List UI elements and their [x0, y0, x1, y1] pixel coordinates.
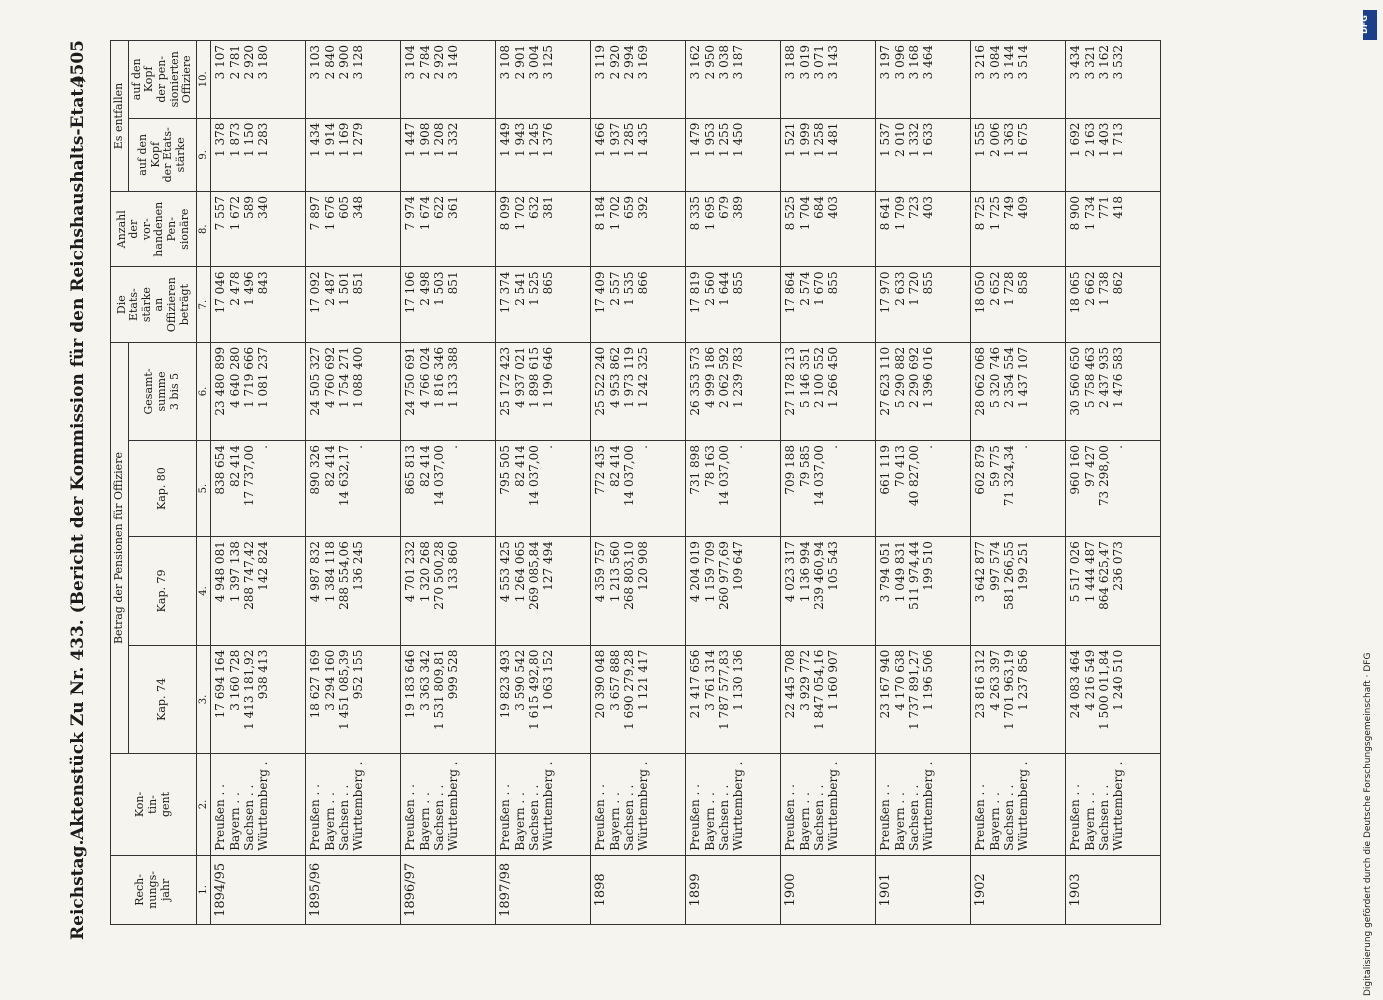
cell-anzahl: 7 974 1 674 622 361 — [401, 191, 496, 266]
header-kap80: Kap. 80 — [128, 441, 196, 537]
cell-year: 1901 — [876, 855, 971, 924]
cell-kap80: 865 813 82 414 14 037,00 . — [401, 441, 496, 537]
cell-anzahl: 8 184 1 702 659 392 — [591, 191, 686, 266]
cell-year: 1894/95 — [211, 855, 306, 924]
cell-gesamtsumme: 23 480 899 4 640 280 1 719 666 1 081 237 — [211, 342, 306, 440]
table-row — [496, 41, 591, 925]
cell-kopf-pensionierte: 3 162 2 950 3 038 3 187 — [686, 41, 781, 119]
cell-year: 1898 — [591, 855, 686, 924]
cell-kap79: 3 642 877 997 574 581 266,55 199 251 — [971, 537, 1066, 646]
cell-kopf-etat: 1 447 1 908 1 208 1 332 — [401, 118, 496, 191]
column-number: 10. — [196, 41, 211, 119]
cell-gesamtsumme: 27 623 110 5 290 882 2 290 692 1 396 016 — [876, 342, 971, 440]
running-head-title: Aktenstück Zu Nr. 433. (Bericht der Kommission für den Reichshaushalts-Etat.) — [68, 74, 88, 840]
header-kontingent: Kon- tin- gent — [111, 754, 197, 856]
cell-kap80: 838 654 82 414 17 737,00 . — [211, 441, 306, 537]
column-number: 4. — [196, 537, 211, 646]
cell-gesamtsumme: 25 522 240 4 953 862 1 973 119 1 242 325 — [591, 342, 686, 440]
table-row — [591, 41, 686, 925]
cell-kopf-pensionierte: 3 108 2 901 3 004 3 125 — [496, 41, 591, 119]
dfg-sidebar — [1359, 6, 1377, 996]
table-row — [971, 41, 1066, 925]
column-number: 8. — [196, 191, 211, 266]
cell-anzahl: 8 900 1 734 771 418 — [1066, 191, 1161, 266]
cell-anzahl: 8 641 1 709 723 403 — [876, 191, 971, 266]
header-etatsstaerke: Die Etats- stärke an Offizieren beträgt — [111, 267, 197, 342]
cell-gesamtsumme: 26 353 573 4 999 186 2 062 592 1 239 783 — [686, 342, 781, 440]
cell-anzahl: 8 099 1 702 632 381 — [496, 191, 591, 266]
column-number: 2. — [196, 754, 211, 856]
table-row — [781, 41, 876, 925]
cell-year: 1903 — [1066, 855, 1161, 924]
cell-kontingent: Preußen . . Bayern . . Sachsen . . Württemberg . — [1066, 754, 1161, 856]
cell-kap74: 24 083 464 4 216 549 1 500 011,84 1 240 510 — [1066, 645, 1161, 754]
cell-kontingent: Preußen . . Bayern . . Sachsen . . Württemberg . — [781, 754, 876, 856]
column-number: 6. — [196, 342, 211, 440]
header-group-pensions: Betrag der Pensionen für Offiziere — [111, 342, 129, 753]
pension-table-body — [211, 41, 1161, 925]
cell-year: 1902 — [971, 855, 1066, 924]
cell-gesamtsumme: 25 172 423 4 937 021 1 898 615 1 190 646 — [496, 342, 591, 440]
cell-kap80: 772 435 82 414 14 037,00 . — [591, 441, 686, 537]
cell-kap74: 22 445 708 3 929 772 1 847 054,16 1 160 907 — [781, 645, 876, 754]
cell-year: 1896/97 — [401, 855, 496, 924]
cell-gesamtsumme: 24 750 691 4 766 024 1 816 346 1 133 388 — [401, 342, 496, 440]
cell-kap79: 4 701 232 1 320 268 270 500,28 133 860 — [401, 537, 496, 646]
cell-kopf-etat: 1 521 1 999 1 258 1 481 — [781, 118, 876, 191]
cell-kontingent: Preußen . . Bayern . . Sachsen . . Württemberg . — [591, 754, 686, 856]
header-rechnungsjahr: Rech- nungs- jahr — [111, 855, 197, 924]
cell-kopf-etat: 1 434 1 914 1 169 1 279 — [306, 118, 401, 191]
cell-kap79: 3 794 051 1 049 831 511 974,44 199 510 — [876, 537, 971, 646]
column-number: 5. — [196, 441, 211, 537]
cell-kopf-etat: 1 537 2 010 1 332 1 633 — [876, 118, 971, 191]
cell-kap80: 602 879 59 775 71 324,34 . — [971, 441, 1066, 537]
cell-kap74: 17 694 164 3 160 728 1 413 181,92 938 413 — [211, 645, 306, 754]
cell-kap79: 4 987 832 1 384 118 288 554,06 136 245 — [306, 537, 401, 646]
cell-kontingent: Preußen . . Bayern . . Sachsen . . Württemberg . — [401, 754, 496, 856]
cell-year: 1899 — [686, 855, 781, 924]
cell-kontingent: Preußen . . Bayern . . Sachsen . . Württemberg . — [496, 754, 591, 856]
header-anzahl-pensionaere: Anzahl der vor- handenen Pen- sionäre — [111, 191, 197, 266]
table-row — [876, 41, 971, 925]
cell-etatsstaerke: 17 819 2 560 1 644 855 — [686, 267, 781, 342]
cell-kopf-etat: 1 378 1 873 1 150 1 283 — [211, 118, 306, 191]
cell-kap79: 4 204 019 1 159 709 260 977,69 109 647 — [686, 537, 781, 646]
header-group-es-entfallen: Es entfallen — [111, 41, 129, 192]
cell-kap79: 4 948 081 1 397 138 288 747,42 142 824 — [211, 537, 306, 646]
cell-kap79: 4 359 757 1 213 560 268 803,10 120 908 — [591, 537, 686, 646]
cell-gesamtsumme: 30 560 650 5 758 463 2 437 935 1 476 583 — [1066, 342, 1161, 440]
cell-kap79: 5 517 026 1 444 487 864 625,47 236 073 — [1066, 537, 1161, 646]
pension-table-wrap — [110, 40, 1290, 925]
cell-kap79: 4 023 317 1 136 994 239 460,94 105 543 — [781, 537, 876, 646]
table-row — [686, 41, 781, 925]
cell-anzahl: 8 725 1 725 749 409 — [971, 191, 1066, 266]
header-kopf-etat: auf den Kopf der Etats- stärke — [128, 118, 196, 191]
cell-etatsstaerke: 17 864 2 574 1 670 855 — [781, 267, 876, 342]
cell-etatsstaerke: 17 409 2 557 1 535 866 — [591, 267, 686, 342]
cell-kopf-etat: 1 449 1 943 1 245 1 376 — [496, 118, 591, 191]
running-head-left: Reichstag. — [68, 839, 88, 940]
cell-kap74: 23 816 312 4 263 397 1 701 963,19 1 237 856 — [971, 645, 1066, 754]
cell-gesamtsumme: 28 062 068 5 320 746 2 354 554 1 437 107 — [971, 342, 1066, 440]
table-row — [306, 41, 401, 925]
cell-kap80: 709 188 79 585 14 037,00 . — [781, 441, 876, 537]
cell-kontingent: Preußen . . Bayern . . Sachsen . . Württemberg . — [211, 754, 306, 856]
cell-year: 1900 — [781, 855, 876, 924]
cell-kontingent: Preußen . . Bayern . . Sachsen . . Württemberg . — [306, 754, 401, 856]
page-number: 4505 — [68, 40, 88, 88]
cell-kopf-pensionierte: 3 434 3 321 3 162 3 532 — [1066, 41, 1161, 119]
cell-gesamtsumme: 27 178 213 5 146 351 2 100 552 1 266 450 — [781, 342, 876, 440]
cell-kap80: 661 119 70 413 40 827,00 . — [876, 441, 971, 537]
cell-kopf-etat: 1 692 2 163 1 403 1 713 — [1066, 118, 1161, 191]
pension-table — [110, 40, 1161, 925]
cell-kopf-pensionierte: 3 119 2 920 2 994 3 169 — [591, 41, 686, 119]
column-number: 1. — [196, 855, 211, 924]
cell-kopf-pensionierte: 3 103 2 840 2 900 3 128 — [306, 41, 401, 119]
cell-kopf-pensionierte: 3 107 2 781 2 920 3 180 — [211, 41, 306, 119]
header-kopf-pensionierte: auf den Kopf der pen- sionierten Offiziere — [128, 41, 196, 119]
cell-etatsstaerke: 17 374 2 541 1 525 865 — [496, 267, 591, 342]
cell-kontingent: Preußen . . Bayern . . Sachsen . . Württemberg . — [876, 754, 971, 856]
cell-kap80: 795 505 82 414 14 037,00 . — [496, 441, 591, 537]
cell-kap80: 731 898 78 163 14 037,00 . — [686, 441, 781, 537]
cell-kontingent: Preußen . . Bayern . . Sachsen . . Württemberg . — [971, 754, 1066, 856]
rotated-page — [62, 0, 1362, 1000]
dfg-credit: Digitalisierung gefördert durch die Deutsche Forschungsgemeinschaft · DFG — [1363, 652, 1373, 996]
cell-etatsstaerke: 17 970 2 633 1 720 855 — [876, 267, 971, 342]
table-row — [211, 41, 306, 925]
header-kap74: Kap. 74 — [128, 645, 196, 754]
cell-anzahl: 7 897 1 676 605 348 — [306, 191, 401, 266]
cell-kopf-pensionierte: 3 216 3 084 3 144 3 514 — [971, 41, 1066, 119]
cell-anzahl: 8 335 1 695 679 389 — [686, 191, 781, 266]
table-row — [401, 41, 496, 925]
cell-anzahl: 7 557 1 672 589 340 — [211, 191, 306, 266]
cell-etatsstaerke: 17 046 2 478 1 496 843 — [211, 267, 306, 342]
cell-kopf-etat: 1 479 1 953 1 255 1 450 — [686, 118, 781, 191]
cell-kap74: 23 167 940 4 170 638 1 737 891,27 1 196 506 — [876, 645, 971, 754]
cell-kopf-pensionierte: 3 104 2 784 2 920 3 140 — [401, 41, 496, 119]
table-row — [1066, 41, 1161, 925]
cell-kopf-pensionierte: 3 197 3 096 3 168 3 464 — [876, 41, 971, 119]
cell-kopf-etat: 1 555 2 006 1 363 1 675 — [971, 118, 1066, 191]
cell-kap80: 890 326 82 414 14 632,17 . — [306, 441, 401, 537]
cell-etatsstaerke: 18 065 2 662 1 738 862 — [1066, 267, 1161, 342]
cell-anzahl: 8 525 1 704 684 403 — [781, 191, 876, 266]
cell-gesamtsumme: 24 505 327 4 760 692 1 754 271 1 088 400 — [306, 342, 401, 440]
cell-etatsstaerke: 18 050 2 652 1 728 858 — [971, 267, 1066, 342]
cell-kontingent: Preußen . . Bayern . . Sachsen . . Württemberg . — [686, 754, 781, 856]
cell-etatsstaerke: 17 106 2 498 1 503 851 — [401, 267, 496, 342]
header-gesamtsumme: Gesamt- summe 3 bis 5 — [128, 342, 196, 440]
header-kap79: Kap. 79 — [128, 537, 196, 646]
column-number: 9. — [196, 118, 211, 191]
cell-year: 1897/98 — [496, 855, 591, 924]
cell-kap74: 20 390 048 3 657 888 1 690 279,28 1 121 417 — [591, 645, 686, 754]
cell-etatsstaerke: 17 092 2 487 1 501 851 — [306, 267, 401, 342]
cell-kopf-etat: 1 466 1 937 1 285 1 435 — [591, 118, 686, 191]
cell-kap74: 19 183 646 3 363 342 1 531 809,81 999 528 — [401, 645, 496, 754]
cell-year: 1895/96 — [306, 855, 401, 924]
cell-kap74: 18 627 169 3 294 160 1 451 085,39 952 155 — [306, 645, 401, 754]
column-number: 3. — [196, 645, 211, 754]
column-number-row — [196, 41, 211, 925]
cell-kap74: 19 823 493 3 590 542 1 615 492,80 1 063 152 — [496, 645, 591, 754]
cell-kopf-pensionierte: 3 188 3 019 3 071 3 143 — [781, 41, 876, 119]
cell-kap74: 21 417 656 3 761 314 1 787 577,83 1 130 136 — [686, 645, 781, 754]
cell-kap79: 4 553 425 1 264 065 269 085,84 127 494 — [496, 537, 591, 646]
column-number: 7. — [196, 267, 211, 342]
running-head — [62, 40, 102, 940]
cell-kap80: 960 160 97 427 73 298,00 . — [1066, 441, 1161, 537]
dfg-logo: DFG — [1363, 10, 1377, 40]
